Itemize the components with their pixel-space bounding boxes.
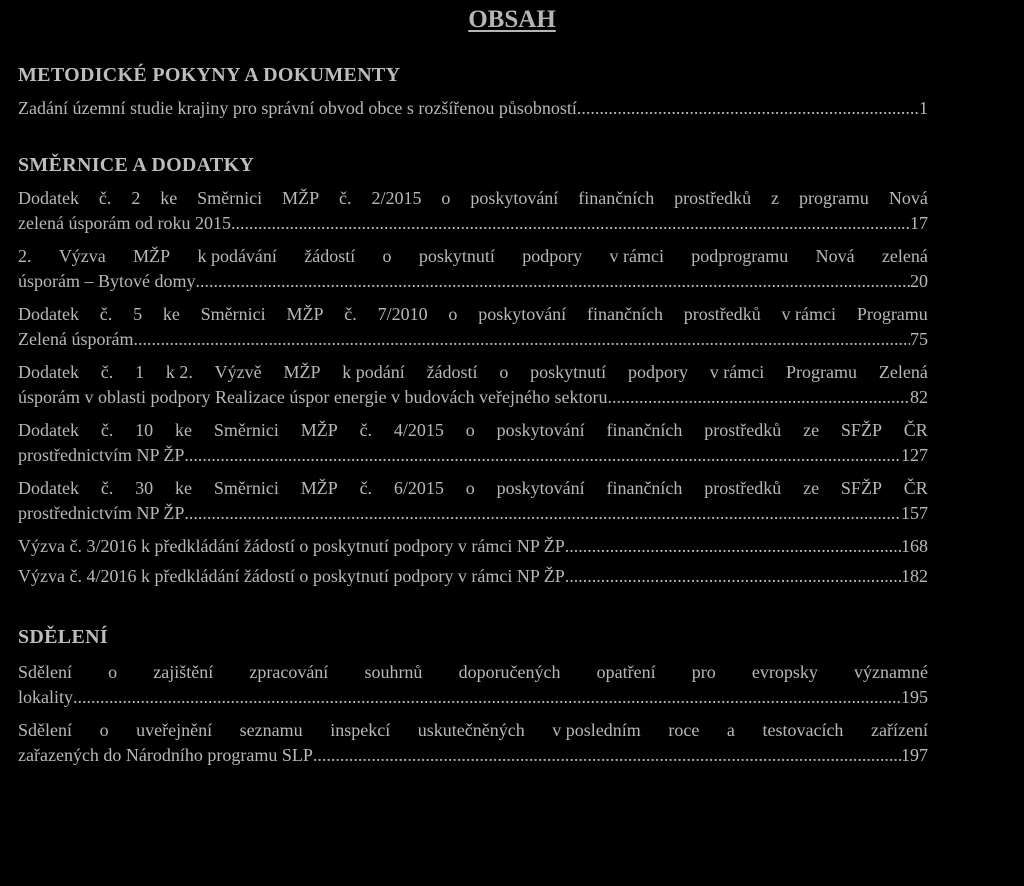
toc-entry[interactable] (18, 244, 928, 294)
toc-entry-word: o (441, 188, 451, 208)
toc-entry-last-line (18, 534, 928, 559)
toc-entry[interactable] (18, 96, 928, 121)
toc-entry[interactable] (18, 302, 928, 352)
toc-entry-word: SFŽP (840, 478, 882, 498)
toc-entry-word: o (99, 720, 109, 740)
toc-entry-word: Dodatek (18, 478, 79, 498)
toc-entry-word: Nová (888, 188, 928, 208)
toc-entry-word: č. (339, 188, 352, 208)
dot-leader (184, 443, 901, 468)
toc-entry-word: zelená (881, 246, 928, 266)
toc-entry-word: o (465, 420, 475, 440)
toc-entry-word: Výzva (58, 246, 106, 266)
toc-entry-word: MŽP (300, 478, 338, 498)
toc-entry[interactable] (18, 186, 928, 236)
toc-entry-word: podpory (522, 246, 583, 266)
toc-entry-word: prostředků (674, 188, 752, 208)
toc-entry[interactable] (18, 476, 928, 526)
toc-entry-word: uveřejnění (136, 720, 213, 740)
toc-entry-word: č. (100, 420, 114, 440)
toc-entry-word: podprogramu (691, 246, 789, 266)
toc-entry[interactable] (18, 360, 928, 410)
toc-entry-text: Zelená úsporám (18, 329, 134, 349)
toc-entry-word: žádostí (426, 362, 478, 382)
toc-entry-word: 7/2010 (377, 304, 428, 324)
toc-entry-word: podpory (627, 362, 688, 382)
toc-entry-line (18, 418, 928, 443)
toc-entry-word: seznamu (239, 720, 303, 740)
toc-entry-last-line (18, 501, 928, 526)
toc-entry-word: testovacích (762, 720, 844, 740)
toc-page-number: 127 (901, 445, 928, 465)
toc-entry-word: opatření (596, 662, 656, 682)
toc-entry-word: 10 (135, 420, 154, 440)
toc-entry-word: 5 (133, 304, 143, 324)
toc-page-number: 82 (910, 387, 928, 407)
toc-entry-word: č. (99, 304, 113, 324)
toc-entry-word: Programu (856, 304, 928, 324)
toc-entry-word: č. (344, 304, 357, 324)
toc-entry-word: MŽP (300, 420, 338, 440)
dot-leader (184, 501, 901, 526)
toc-entry-word: Nová (815, 246, 855, 266)
toc-entry-word: evropsky (751, 662, 818, 682)
toc-entry-word: Dodatek (18, 304, 79, 324)
toc-entry-word: zařízení (871, 720, 928, 740)
toc-entry-word: poskytování (470, 188, 559, 208)
toc-entry-word: finančních (606, 420, 683, 440)
toc-entry-word: o (448, 304, 458, 324)
toc-entry[interactable] (18, 534, 928, 559)
toc-entry-word: finančních (606, 478, 683, 498)
toc-page-number: 197 (901, 745, 928, 765)
toc-entry-word: souhrnů (364, 662, 423, 682)
toc-entry-word: k podání (342, 362, 405, 382)
dot-leader (231, 211, 901, 236)
toc-entry-word: Dodatek (18, 420, 79, 440)
toc-entry-word: Výzvě (214, 362, 262, 382)
toc-entry-word: zpracování (249, 662, 329, 682)
toc-entry-word: o (108, 662, 118, 682)
toc-entry-word: ke (175, 478, 193, 498)
toc-entry-word: Směrnici (200, 304, 266, 324)
toc-entry-word: prostředků (704, 478, 782, 498)
toc-entry-word: ČR (903, 420, 928, 440)
toc-entry-word: prostředků (683, 304, 761, 324)
toc-entry-word: zajištění (153, 662, 214, 682)
toc-entry-word: prostředků (704, 420, 782, 440)
dot-leader (313, 743, 901, 768)
toc-entry-word: Sdělení (18, 720, 72, 740)
toc-entry-word: poskytování (496, 478, 585, 498)
toc-entry-word: MŽP (133, 246, 171, 266)
toc-entry-word: 30 (135, 478, 154, 498)
section-heading-announcements: SDĚLENÍ (18, 626, 108, 648)
toc-entry-word: Sdělení (18, 662, 72, 682)
dot-leader (608, 385, 911, 410)
toc-entry-last-line (18, 743, 928, 768)
toc-entry-word: poskytnutí (530, 362, 607, 382)
toc-entry-word: o (465, 478, 475, 498)
toc-title: OBSAH (468, 6, 556, 33)
toc-entry-word: MŽP (283, 362, 321, 382)
toc-entry-word: 1 (135, 362, 145, 382)
toc-entry-word: 6/2015 (393, 478, 444, 498)
toc-entry-line (18, 360, 928, 385)
toc-entry-last-line (18, 96, 928, 121)
toc-entry-word: finančních (578, 188, 655, 208)
toc-entry-word: Dodatek (18, 188, 79, 208)
toc-page-number: 168 (901, 536, 928, 556)
toc-entry-last-line (18, 327, 928, 352)
toc-entry[interactable] (18, 718, 928, 768)
toc-entry-line (18, 660, 928, 685)
toc-entry-text: Zadání územní studie krajiny pro správní obvod obce s rozšířenou působností (18, 98, 577, 118)
dot-leader (73, 685, 901, 710)
toc-entry-word: a (726, 720, 735, 740)
toc-entry-word: k 2. (165, 362, 193, 382)
toc-entry-word: v rámci (609, 246, 664, 266)
toc-entry-line (18, 186, 928, 211)
toc-entry-word: finančních (586, 304, 663, 324)
toc-entry-word: č. (359, 478, 373, 498)
toc-entry-word: 2. (18, 246, 32, 266)
toc-entry-text: úsporám v oblasti podpory Realizace úspor energie v budovách veřejného sektoru (18, 387, 608, 407)
toc-entry-word: ke (160, 188, 178, 208)
toc-entry-word: významné (854, 662, 928, 682)
toc-entry-line (18, 302, 928, 327)
toc-entry-word: Směrnici (213, 478, 279, 498)
toc-entry-last-line (18, 211, 928, 236)
toc-entry-text: prostřednictvím NP ŽP (18, 445, 185, 465)
toc-entry-word: č. (100, 362, 114, 382)
section-heading-methodical: METODICKÉ POKYNY A DOKUMENTY (18, 64, 401, 86)
toc-entry-word: Dodatek (18, 362, 79, 382)
toc-entry-word: pro (691, 662, 716, 682)
toc-entry-word: Směrnici (213, 420, 279, 440)
toc-entry-word: v rámci (709, 362, 765, 382)
toc-entry-last-line (18, 443, 928, 468)
toc-entry-word: žádostí (304, 246, 356, 266)
toc-page-number: 182 (901, 566, 928, 586)
toc-entry-last-line (18, 269, 928, 294)
toc-page-number: 195 (901, 687, 928, 707)
toc-entry-word: SFŽP (840, 420, 882, 440)
toc-entry-word: 2 (131, 188, 141, 208)
toc-entry[interactable] (18, 660, 928, 710)
toc-page-number: 157 (901, 503, 928, 523)
toc-entry-word: v rámci (781, 304, 837, 324)
toc-entry-word: Směrnici (197, 188, 263, 208)
toc-entry-word: z (771, 188, 780, 208)
toc-page-number: ..17 (901, 213, 928, 233)
toc-entry-word: ze (803, 420, 820, 440)
toc-entry-text: Výzva č. 3/2016 k předkládání žádostí o poskytnutí podpory v rámci NP ŽP (18, 536, 565, 556)
dot-leader (565, 534, 901, 559)
toc-entry-word: Zelená (878, 362, 928, 382)
toc-entry-word: ze (803, 478, 820, 498)
toc-entry-word: poskytování (478, 304, 567, 324)
toc-entry-word: programu (798, 188, 869, 208)
toc-entry-word: ČR (903, 478, 928, 498)
toc-entry-word: v posledním (552, 720, 641, 740)
toc-entry-text: zařazených do Národního programu SLP (18, 745, 313, 765)
toc-entry-text: Výzva č. 4/2016 k předkládání žádostí o poskytnutí podpory v rámci NP ŽP (18, 566, 565, 586)
toc-entry-word: č. (359, 420, 373, 440)
toc-page-number: 20 (910, 271, 928, 291)
toc-entry-text: úsporám – Bytové domy (18, 271, 196, 291)
dot-leader (196, 269, 911, 294)
toc-entry-text: lokality (18, 687, 73, 707)
toc-entry-word: č. (100, 478, 114, 498)
toc-entry-word: inspekcí (330, 720, 391, 740)
toc-entry-word: o (382, 246, 392, 266)
toc-entry-word: č. (98, 188, 112, 208)
toc-entry-last-line (18, 564, 928, 589)
dot-leader (577, 96, 919, 121)
section-heading-directives: SMĚRNICE A DODATKY (18, 154, 255, 176)
toc-entry-line (18, 718, 928, 743)
toc-entry-word: MŽP (282, 188, 320, 208)
toc-entry-word: ke (162, 304, 180, 324)
toc-entry-word: poskytnutí (418, 246, 495, 266)
toc-entry-word: 2/2015 (371, 188, 422, 208)
toc-entry[interactable] (18, 564, 928, 589)
toc-entry-line (18, 476, 928, 501)
toc-entry-word: doporučených (458, 662, 561, 682)
toc-entry-word: uskutečněných (417, 720, 525, 740)
toc-entry-word: Programu (786, 362, 858, 382)
toc-entry-last-line (18, 685, 928, 710)
toc-entry-line (18, 244, 928, 269)
toc-entry-word: 4/2015 (393, 420, 444, 440)
toc-page-number: 75 (910, 329, 928, 349)
toc-entry-text: zelená úsporám od roku 2015 (18, 213, 231, 233)
toc-entry-word: k podávání (197, 246, 277, 266)
toc-page-number: 1 (919, 98, 928, 118)
toc-entry-word: o (499, 362, 509, 382)
dot-leader (133, 327, 910, 352)
toc-entry-word: MŽP (286, 304, 324, 324)
dot-leader (565, 564, 901, 589)
toc-entry-word: poskytování (496, 420, 585, 440)
toc-entry[interactable] (18, 418, 928, 468)
toc-entry-text: prostřednictvím NP ŽP (18, 503, 185, 523)
toc-entry-last-line (18, 385, 928, 410)
toc-entry-word: ke (175, 420, 193, 440)
toc-entry-word: roce (668, 720, 700, 740)
